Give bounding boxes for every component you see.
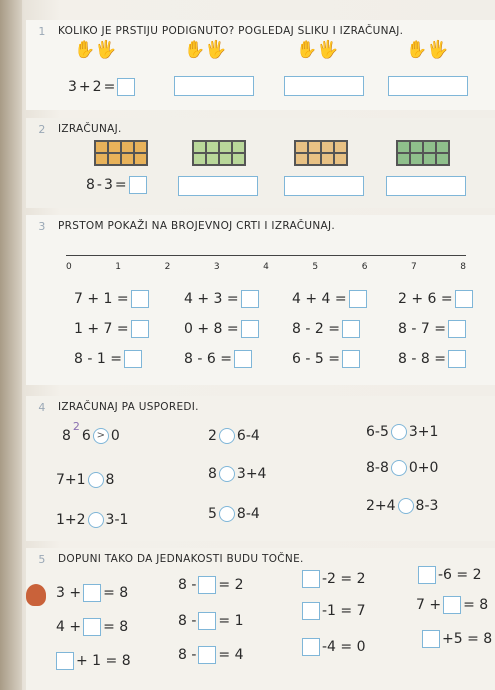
answer-box[interactable] [174,76,254,96]
equation: 7 + = 8 [416,597,489,613]
compare-circle[interactable] [391,424,407,440]
section-title: DOPUNI TAKO DA JEDNAKOSTI BUDU TOČNE. [58,553,304,565]
section-number: 4 [38,400,46,414]
comparison: 2+4 8-3 [366,498,439,514]
binding-edge [0,0,22,690]
compare-circle[interactable] [219,428,235,444]
tick-label: 2 [164,262,171,272]
section-number: 1 [38,24,46,38]
answer-box[interactable] [302,570,320,588]
section-title: KOLIKO JE PRSTIJU PODIGNUTO? POGLEDAJ SLIKU I IZRAČUNAJ. [58,25,404,37]
equation: 3 + = 8 [56,585,129,601]
equation: 8 - = 1 [178,613,244,629]
number-line [66,255,466,276]
answer-box[interactable] [241,290,259,308]
equation: 3 + 2 = [68,78,135,96]
answer-box[interactable] [284,76,364,96]
answer-box[interactable] [241,320,259,338]
hands-icon: ✋🖐 [74,40,117,60]
comparison: 8-8 0+0 [366,460,439,476]
hands-icon: ✋🖐 [184,40,227,60]
section-title: IZRAČUNAJ PA USPOREDI. [58,401,199,413]
answer-box[interactable] [349,290,367,308]
owl-icon [26,584,46,606]
equation: -4 = 0 [302,638,366,656]
compare-circle[interactable] [398,498,414,514]
answer-box[interactable] [302,602,320,620]
equation: 8 - 2 = [292,320,360,338]
equation: 4 + 3 = [184,290,259,308]
compare-circle[interactable] [219,466,235,482]
equation: 1 + 7 = [74,320,149,338]
answer-box[interactable] [342,320,360,338]
equation: 8 - = 4 [178,647,244,663]
answer-box[interactable] [83,618,101,636]
section-title: PRSTOM POKAŽI NA BROJEVNOJ CRTI I IZRAČUNAJ. [58,220,336,232]
answer-box[interactable] [448,350,466,368]
grid-figure [94,140,148,166]
section-5 [26,548,495,690]
comparison: 8 2 6 > 0 [62,419,120,444]
tick-label: 3 [213,262,220,272]
comparison: 6-5 3+1 [366,424,439,440]
section-2 [26,118,495,208]
tick-label: 4 [263,262,269,272]
tick-label: 0 [66,262,72,272]
answer-box[interactable] [386,176,466,196]
compare-circle[interactable] [88,512,104,528]
section-title: IZRAČUNAJ. [58,123,122,135]
comparison: 8 3+4 [208,466,267,482]
section-number: 2 [38,122,46,136]
section-number: 3 [38,219,46,233]
answer-box[interactable] [302,638,320,656]
section-4 [26,396,495,541]
equation: + 1 = 8 [56,652,131,670]
answer-box[interactable] [83,584,101,602]
equation: 2 + 6 = [398,290,473,308]
tick-label: 5 [312,262,319,272]
equation: 8 - 1 = [74,350,142,368]
equation: 8 - = 2 [178,577,244,593]
equation: 7 + 1 = [74,290,149,308]
equation: 6 - 5 = [292,350,360,368]
compare-circle[interactable] [219,506,235,522]
answer-box[interactable] [117,78,135,96]
comparison: 7+1 8 [56,472,115,488]
equation: 8 - 8 = [398,350,466,368]
answer-box[interactable] [129,176,147,194]
answer-box[interactable] [448,320,466,338]
comparison: 2 6-4 [208,428,260,444]
answer-box[interactable] [422,630,440,648]
handwritten-note: 2 [72,419,80,433]
equation: 4 + = 8 [56,619,129,635]
equation: +5 = 8 [422,630,492,648]
hands-icon: ✋🖐 [406,40,449,60]
section-1 [26,20,495,110]
equation: 8 - 3 = [86,176,147,194]
compare-circle[interactable] [88,472,104,488]
equation: 8 - 6 = [184,350,252,368]
answer-box[interactable] [131,320,149,338]
answer-box[interactable] [284,176,364,196]
answer-box[interactable] [178,176,258,196]
answer-box[interactable] [418,566,436,584]
section-3 [26,215,495,385]
answer-box[interactable] [388,76,468,96]
section-number: 5 [38,552,46,566]
answer-box[interactable] [198,612,216,630]
equation: -2 = 2 [302,570,366,588]
tick-label: 7 [410,262,417,272]
grid-figure [294,140,348,166]
equation: 4 + 4 = [292,290,367,308]
grid-figure [192,140,246,166]
grid-figure [396,140,450,166]
answer-box[interactable] [124,350,142,368]
answer-box[interactable] [56,652,74,670]
tick-label: 8 [460,262,466,272]
answer-box[interactable] [198,646,216,664]
equation: 8 - 7 = [398,320,466,338]
compare-circle[interactable]: > [93,428,109,444]
answer-box[interactable] [342,350,360,368]
answer-box[interactable] [443,596,461,614]
answer-box[interactable] [131,290,149,308]
equation: 0 + 8 = [184,320,259,338]
hands-icon: ✋🖐 [296,40,339,60]
tick-label: 6 [361,262,368,272]
comparison: 5 8-4 [208,506,260,522]
tick-label: 1 [115,262,122,272]
answer-box[interactable] [198,576,216,594]
compare-circle[interactable] [391,460,407,476]
answer-box[interactable] [455,290,473,308]
equation: -1 = 7 [302,602,366,620]
comparison: 1+2 3-1 [56,512,129,528]
equation: -6 = 2 [418,566,482,584]
answer-box[interactable] [234,350,252,368]
